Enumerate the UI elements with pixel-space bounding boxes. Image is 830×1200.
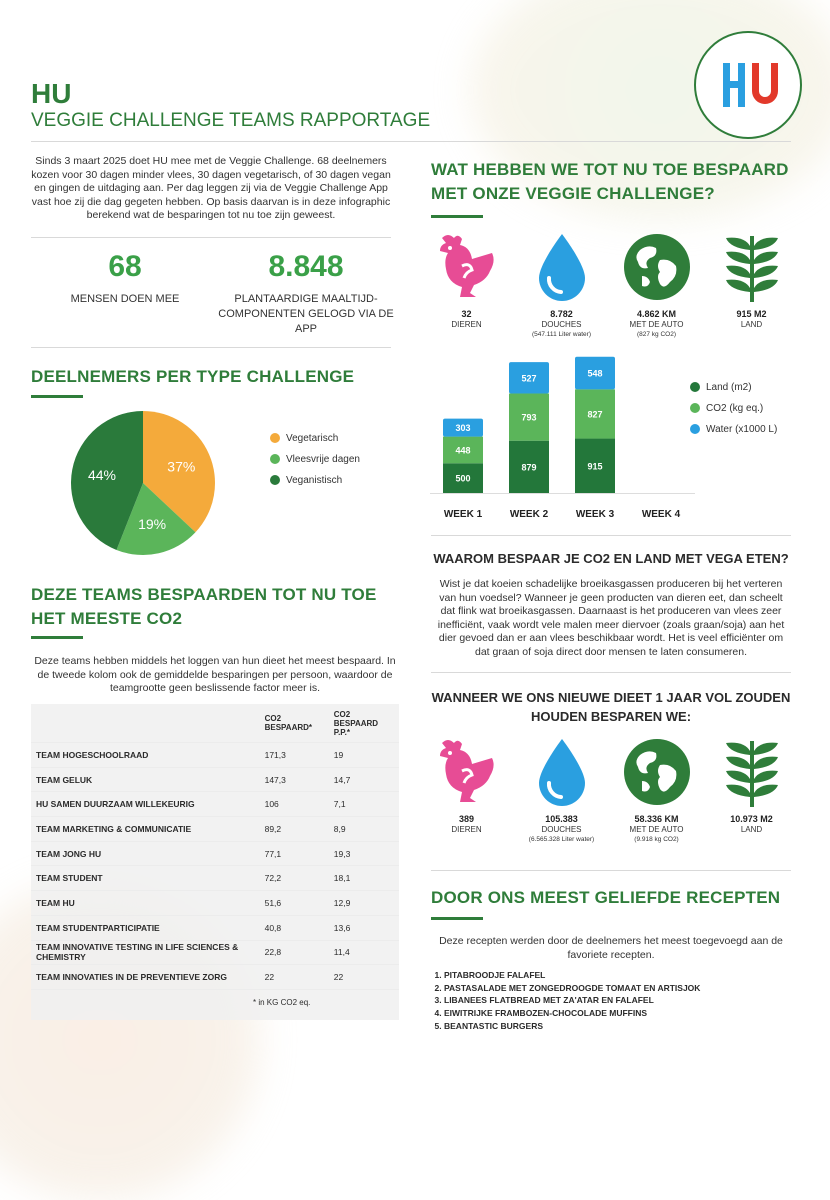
bar-value-label: 527 <box>521 373 537 384</box>
team-co2: 22,8 <box>261 940 330 965</box>
recipe-item: 5. BEANTASTIC BURGERS <box>444 1020 790 1033</box>
team-co2-pp: 12,9 <box>330 891 399 916</box>
bar-category-label: WEEK 3 <box>575 509 615 520</box>
saving-item <box>419 735 514 835</box>
saving-unit: MET DE AUTO <box>629 320 684 329</box>
saving-unit: DOUCHES <box>541 825 582 834</box>
saving-note: (827 kg CO2) <box>636 331 677 338</box>
bar-value-label: 827 <box>587 409 603 420</box>
saving-label <box>514 309 609 340</box>
team-co2: 22 <box>261 965 330 990</box>
saving-unit: DIEREN <box>451 320 482 329</box>
legend-land: Land (m2) <box>690 377 777 398</box>
team-name: TEAM MARKETING & COMMUNICATIE <box>31 817 261 842</box>
bar-value-label: 448 <box>455 445 471 456</box>
chicken-icon <box>419 230 514 309</box>
recipes-list <box>430 969 790 1033</box>
savings-title-underline <box>431 215 483 218</box>
teams-title: DEZE TEAMS BESPAARDEN TOT NU TOE HET MEESTE CO2 <box>31 585 377 628</box>
year-title: WANNEER WE ONS NIEUWE DIEET 1 JAAR VOL ZOUDEN HOUDEN BESPAREN WE: <box>431 690 791 724</box>
team-co2: 40,8 <box>261 915 330 940</box>
saving-value: 10.973 M2 <box>730 814 773 824</box>
legend-vleesvrij: Vleesvrije dagen <box>270 449 360 470</box>
team-name: TEAM JONG HU <box>31 841 261 866</box>
header-divider <box>31 141 791 142</box>
saving-value: 32 <box>461 309 472 319</box>
saving-item <box>609 735 704 845</box>
team-name: TEAM HOGESCHOOLRAAD <box>31 743 261 768</box>
why-title: WAAROM BESPAAR JE CO2 EN LAND MET VEGA ETEN? <box>433 551 789 566</box>
water-drop-icon <box>514 230 609 309</box>
bar-value-label: 303 <box>455 423 471 434</box>
bar-value-label: 793 <box>521 412 537 423</box>
chicken-icon <box>419 735 514 814</box>
team-co2-pp: 19,3 <box>330 841 399 866</box>
saving-unit: LAND <box>740 825 763 834</box>
team-co2: 171,3 <box>261 743 330 768</box>
stat-participants <box>60 250 190 307</box>
teams-intro: Deze teams hebben middels het loggen van hun dieet het meest bespaard. In de tweede kolom ook de gemiddelde besparingen per persoon, waardoor de teamgrootte geen beslissende factor meer is. <box>34 655 396 694</box>
recipes-list-wrap <box>430 969 790 1033</box>
stat-meals-label: PLANTAARDIGE MAALTIJD-COMPONENTEN GELOGD VIA DE APP <box>218 293 394 335</box>
bar-value-label: 500 <box>455 473 471 484</box>
weekly-savings-bar-chart <box>430 355 700 525</box>
table-row <box>31 743 399 768</box>
saving-note: (9.918 kg CO2) <box>634 836 679 843</box>
team-name: TEAM HU <box>31 891 261 916</box>
bar-legend <box>690 377 777 440</box>
saving-value: 105.383 <box>545 814 578 824</box>
table-row <box>31 792 399 817</box>
saving-note: (547.111 Liter water) <box>531 331 591 338</box>
saving-item <box>704 735 799 835</box>
table-row <box>31 891 399 916</box>
team-name: TEAM STUDENT <box>31 866 261 891</box>
table-footnote: * in KG CO2 eq. <box>253 997 311 1007</box>
bar-category-label: WEEK 1 <box>443 509 483 520</box>
table-row <box>31 817 399 842</box>
page-title: VEGGIE CHALLENGE TEAMS RAPPORTAGE <box>31 110 431 131</box>
intro-divider <box>31 237 391 238</box>
saving-item <box>704 230 799 330</box>
team-name: HU SAMEN DUURZAAM WILLEKEURIG <box>31 792 261 817</box>
team-co2-pp: 13,6 <box>330 915 399 940</box>
stat-meals <box>206 250 406 337</box>
water-drop-icon <box>514 735 609 814</box>
hu-logo-mark <box>696 33 800 137</box>
team-co2: 77,1 <box>261 841 330 866</box>
wheat-leaf-icon <box>704 735 799 814</box>
saving-unit: MET DE AUTO <box>629 825 684 834</box>
saving-unit: DIEREN <box>451 825 482 834</box>
table-row <box>31 767 399 792</box>
teams-table-box <box>31 704 399 1020</box>
year-icons <box>419 735 799 860</box>
team-co2-pp: 18,1 <box>330 866 399 891</box>
saving-unit: LAND <box>740 320 763 329</box>
pie-legend <box>270 428 360 491</box>
participants-title-underline <box>31 395 83 398</box>
recipe-item: 3. LIBANEES FLATBREAD MET ZA'ATAR EN FALAFEL <box>444 994 790 1007</box>
team-co2: 51,6 <box>261 891 330 916</box>
team-co2: 147,3 <box>261 767 330 792</box>
wheat-leaf-icon <box>704 230 799 309</box>
saving-value: 389 <box>458 814 475 824</box>
team-name: TEAM GELUK <box>31 767 261 792</box>
stat-participants-label: MENSEN DOEN MEE <box>70 293 180 305</box>
legend-co2: CO2 (kg eq.) <box>690 398 777 419</box>
brand-title: HU <box>31 78 72 109</box>
team-co2-pp: 7,1 <box>330 792 399 817</box>
saving-unit: DOUCHES <box>541 320 582 329</box>
table-row <box>31 915 399 940</box>
table-row <box>31 841 399 866</box>
savings-icons <box>419 230 799 345</box>
recipe-item: 4. EIWITRIJKE FRAMBOZEN-CHOCOLADE MUFFINS <box>444 1007 790 1020</box>
table-header-pp: CO2 BESPAARD P.P.* <box>330 704 399 743</box>
team-co2-pp: 11,4 <box>330 940 399 965</box>
pie-label: 37% <box>167 458 196 475</box>
saving-label <box>704 814 799 835</box>
savings-title: WAT HEBBEN WE TOT NU TOE BESPAARD MET ONZE VEGGIE CHALLENGE? <box>431 160 789 203</box>
saving-label <box>419 309 514 330</box>
bar-category-label: WEEK 2 <box>509 509 549 520</box>
table-row <box>31 866 399 891</box>
legend-vegetarisch: Vegetarisch <box>270 428 360 449</box>
table-header-team <box>31 704 261 743</box>
intro-text: Sinds 3 maart 2025 doet HU mee met de Veggie Challenge. 68 deelnemers kozen voor 30 dagen minder vlees, 30 dagen vegetarisch, of 30 dagen vegan en gingen de uitdaging aan. Per dag leggen zij via de Veggie Challenge App vast hoe zij die dag gegeten hebben. Op basis daarvan is in deze infographic berekend wat de besparingen tot nu toe zijn geweest. <box>31 155 391 221</box>
saving-item <box>514 735 609 845</box>
recipe-item: 1. PITABROODJE FALAFEL <box>444 969 790 982</box>
saving-value: 915 M2 <box>736 309 767 319</box>
pie-label: 19% <box>138 515 167 532</box>
bar-category-label: WEEK 4 <box>641 509 681 520</box>
saving-item <box>514 230 609 340</box>
recipes-intro: Deze recepten werden door de deelnemers het meest toegevoegd aan de favoriete recepten. <box>439 935 783 961</box>
table-header-row <box>31 704 399 743</box>
legend-water: Water (x1000 L) <box>690 419 777 440</box>
table-header-co2: CO2 BESPAARD* <box>261 704 330 743</box>
saving-label <box>609 309 704 340</box>
pie-label: 44% <box>87 467 116 484</box>
saving-value: 4.862 KM <box>636 309 677 319</box>
participants-title: DEELNEMERS PER TYPE CHALLENGE <box>31 367 355 386</box>
team-co2-pp: 14,7 <box>330 767 399 792</box>
recipes-title: DOOR ONS MEEST GELIEFDE RECEPTEN <box>431 888 781 907</box>
team-name: TEAM STUDENTPARTICIPATIE <box>31 915 261 940</box>
hu-logo <box>694 31 802 139</box>
stat-meals-value: 8.848 <box>268 250 344 283</box>
recipe-item: 2. PASTASALADE MET ZONGEDROOGDE TOMAAT EN ARTISJOK <box>444 982 790 995</box>
year-divider <box>431 870 791 871</box>
participants-pie-chart <box>70 410 216 556</box>
saving-label <box>514 814 609 845</box>
why-text: Wist je dat koeien schadelijke broeikasgassen produceren bij het verteren van hun voedsel? Wanneer je geen producten van dieren eet, dan scheelt dat flink wat broeikasgassen. Daarnaast is het produceren van vlees zeer inefficiënt, vaak wordt vele malen meer diervoer (zoals graan/soja) aan het dier gevoed dan er aan vlees beschikbaar wordt. Het is veel efficiënter om dat graan of soja direct door mensen te laten consumeren. <box>437 578 785 658</box>
teams-title-underline <box>31 636 83 639</box>
table-row <box>31 965 399 990</box>
chart-divider <box>431 535 791 536</box>
saving-label <box>419 814 514 835</box>
table-row <box>31 940 399 965</box>
why-divider <box>431 672 791 673</box>
team-co2-pp: 22 <box>330 965 399 990</box>
team-co2-pp: 8,9 <box>330 817 399 842</box>
bar-value-label: 548 <box>587 368 603 379</box>
teams-table <box>31 704 399 990</box>
team-co2-pp: 19 <box>330 743 399 768</box>
legend-veganistisch: Veganistisch <box>270 470 360 491</box>
team-co2: 72,2 <box>261 866 330 891</box>
team-name: TEAM INNOVATIVE TESTING IN LIFE SCIENCES & CHEMISTRY <box>31 940 261 965</box>
bar-value-label: 915 <box>587 461 603 472</box>
bar-value-label: 879 <box>521 462 537 473</box>
saving-value: 8.782 <box>550 309 573 319</box>
team-co2: 106 <box>261 792 330 817</box>
saving-label <box>609 814 704 845</box>
recipes-title-underline <box>431 917 483 920</box>
team-co2: 89,2 <box>261 817 330 842</box>
stat-participants-value: 68 <box>108 250 142 283</box>
saving-note: (6.565.328 Liter water) <box>528 836 595 843</box>
stats-divider <box>31 347 391 348</box>
earth-icon <box>609 230 704 309</box>
saving-label <box>704 309 799 330</box>
saving-item <box>609 230 704 340</box>
saving-item <box>419 230 514 330</box>
saving-value: 58.336 KM <box>634 814 679 824</box>
team-name: TEAM INNOVATIES IN DE PREVENTIEVE ZORG <box>31 965 261 990</box>
earth-icon <box>609 735 704 814</box>
